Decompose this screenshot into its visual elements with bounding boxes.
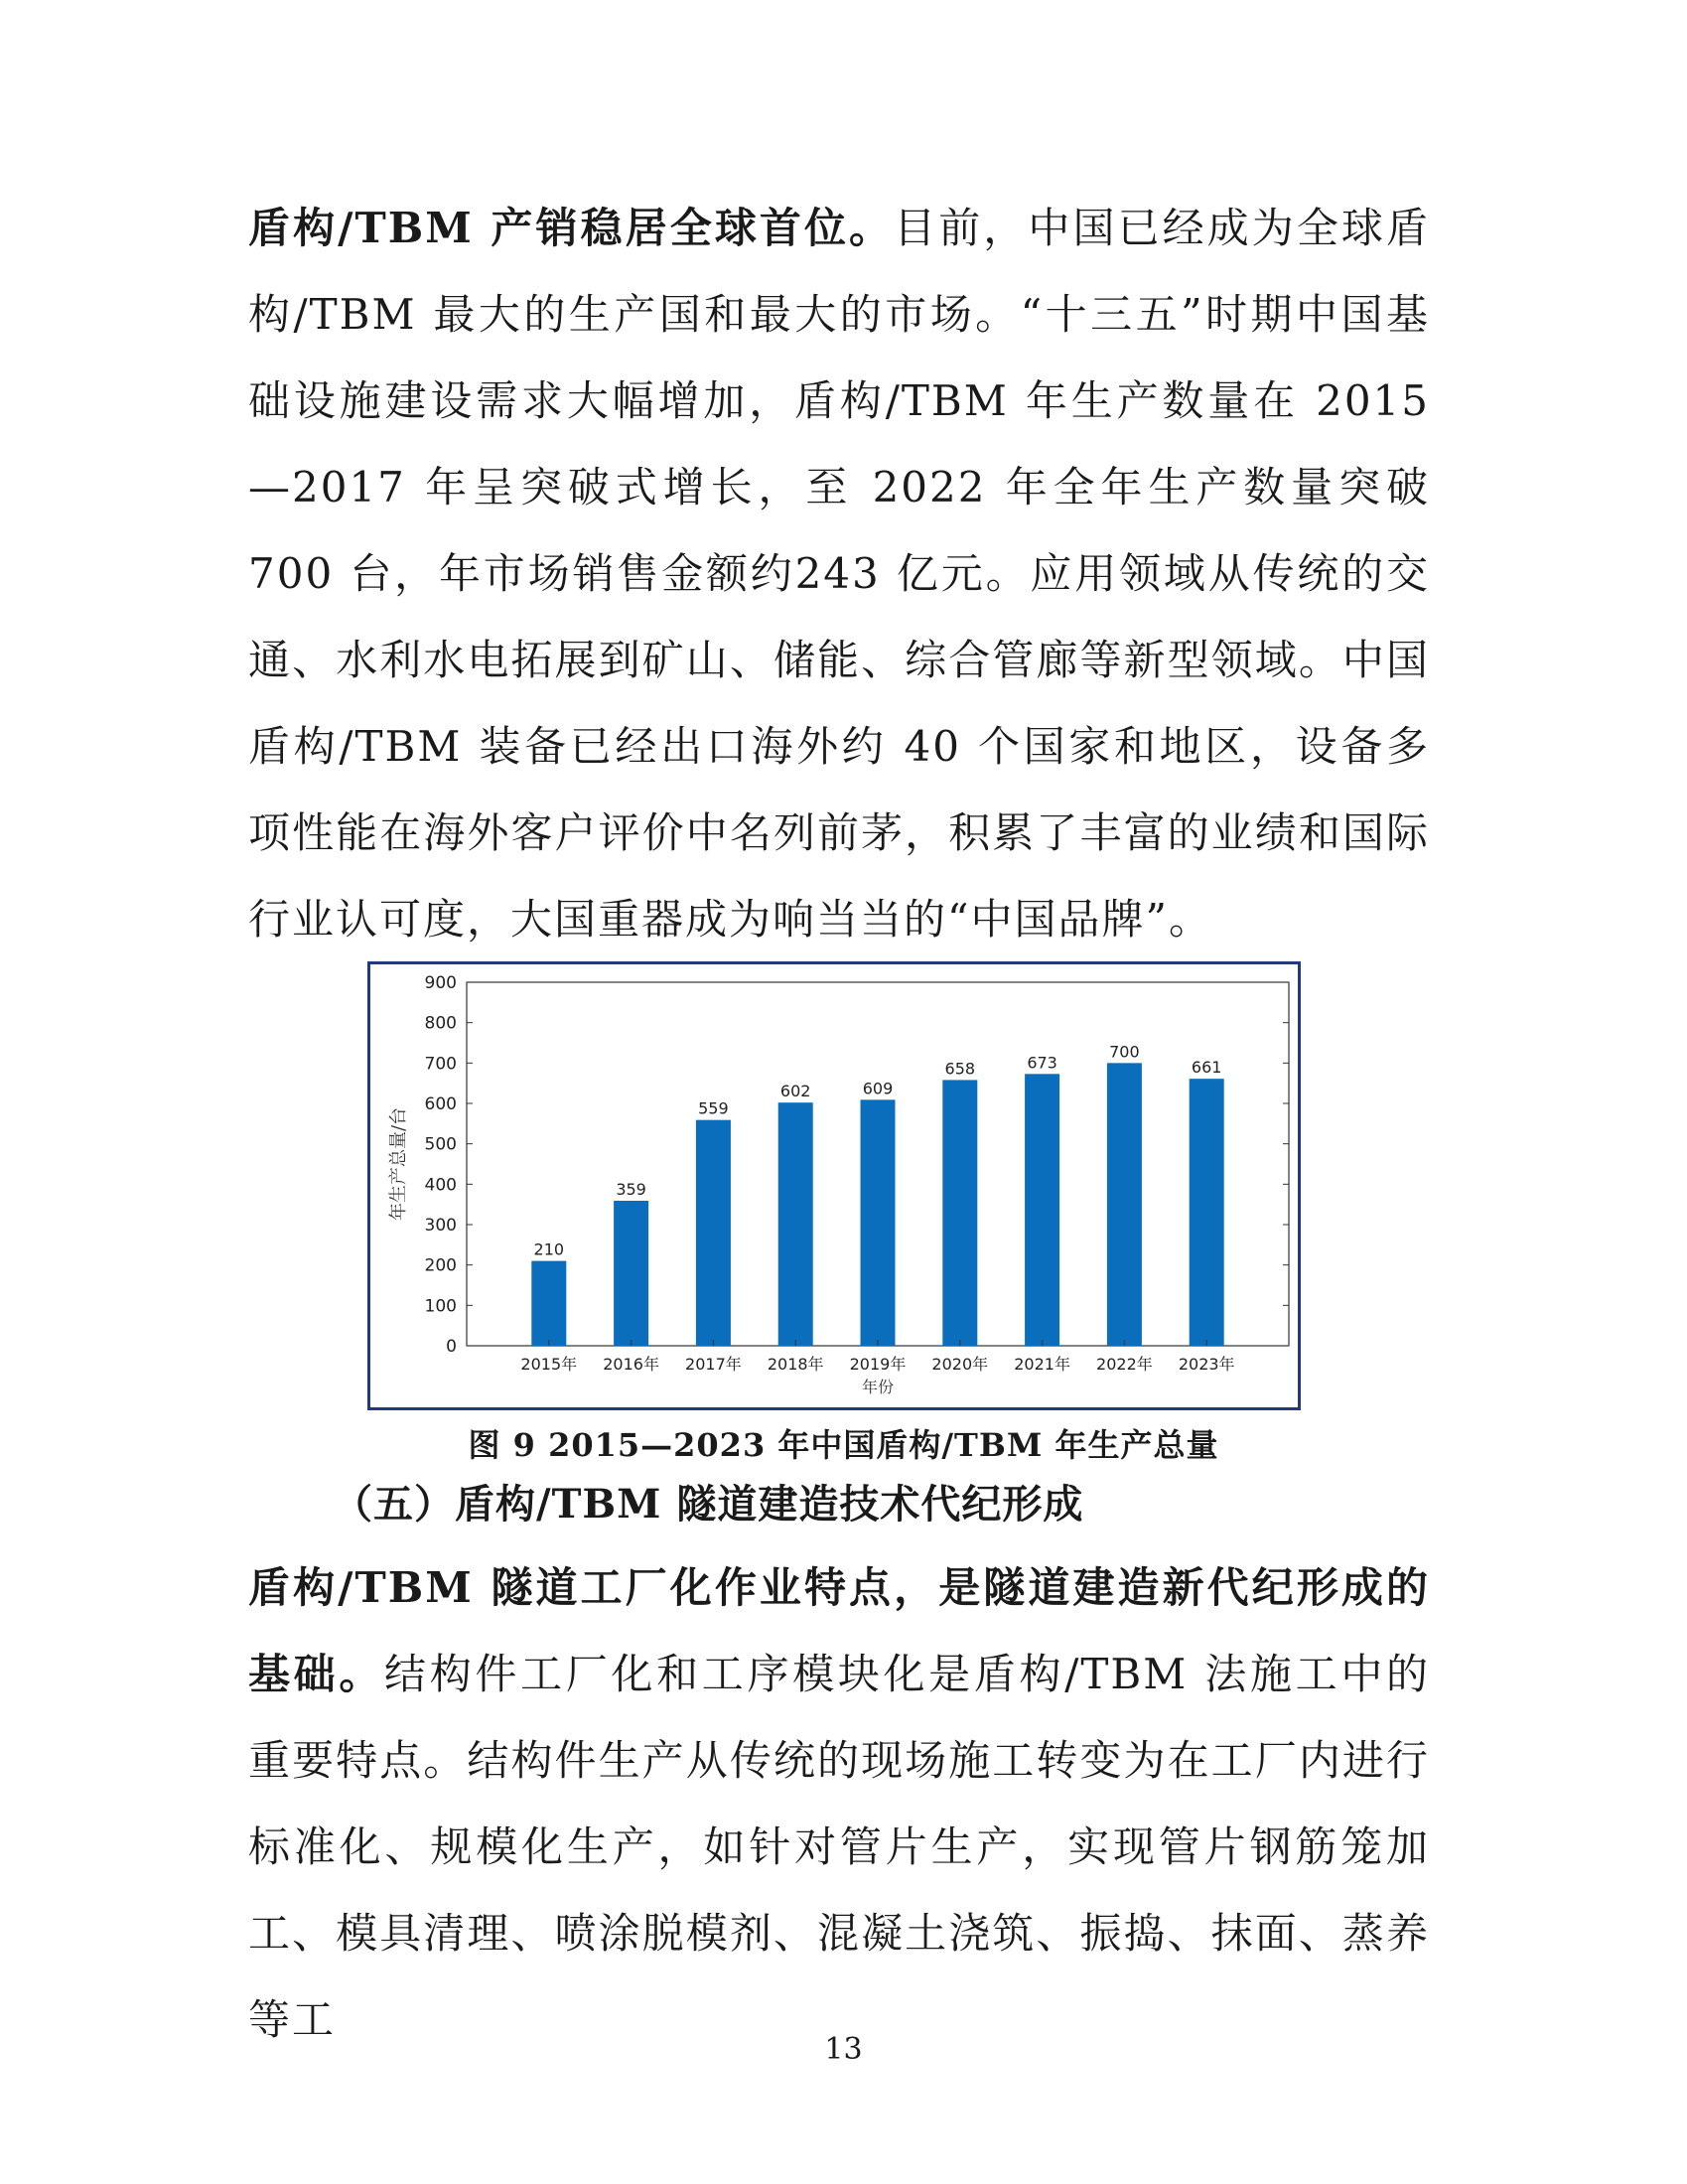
bar-data-label: 210	[533, 1239, 565, 1259]
page-number: 13	[824, 2032, 863, 2067]
x-axis-label: 年份	[861, 1378, 895, 1396]
bar-data-label: 673	[1027, 1053, 1057, 1073]
bar	[861, 1099, 896, 1346]
paragraph-lead: 盾构/TBM 隧道工厂化作业特点，是隧道建造新代纪形成的基础。	[248, 1563, 1430, 1698]
bar-data-label: 602	[779, 1082, 811, 1101]
bar-data-label: 559	[698, 1098, 729, 1118]
y-tick-label: 700	[424, 1054, 457, 1075]
x-tick-label: 2020年	[931, 1355, 989, 1374]
x-tick-label: 2015年	[520, 1355, 578, 1374]
x-tick-label: 2023年	[1178, 1355, 1235, 1374]
x-tick-label: 2019年	[849, 1355, 907, 1374]
y-tick-label: 100	[424, 1296, 457, 1317]
y-tick-label: 0	[446, 1337, 457, 1357]
paragraph-tbm-production	[248, 185, 1430, 962]
paragraph-lead: 盾构/TBM 产销稳居全球首位。	[248, 204, 895, 252]
bar	[1107, 1063, 1142, 1346]
y-tick-label: 900	[424, 973, 457, 993]
paragraph-body: 结构件工厂化和工序模块化是盾构/TBM 法施工中的重要特点。结构件生产从传统的现场施工转变为在工厂内进行标准化、规模化生产，如针对管片生产，实现管片钢筋笼加工、模具清理、喷涂脱模剂、混凝土浇筑、振捣、抹面、蒸养等工	[248, 1650, 1430, 2044]
bar-chart-frame	[367, 961, 1301, 1410]
y-tick-label: 200	[424, 1255, 457, 1276]
y-tick-label: 800	[424, 1013, 457, 1034]
bar	[778, 1102, 813, 1346]
figure-caption: 图 9 2015—2023 年中国盾构/TBM 年生产总量	[468, 1426, 1219, 1464]
bar-data-label: 700	[1109, 1042, 1140, 1062]
x-tick-label: 2016年	[603, 1355, 659, 1374]
x-tick-label: 2022年	[1096, 1355, 1153, 1374]
x-tick-label: 2017年	[685, 1355, 742, 1374]
paragraph-tunnel-factory	[248, 1544, 1430, 2063]
paragraph-body: 目前，中国已经成为全球盾构/TBM 最大的生产国和最大的市场。“十三五”时期中国基础设施建设需求大幅增加，盾构/TBM 年生产数量在 2015—2017 年呈突破式增长，至 2022 年全年生产数量突破 700 台，年市场销售金额约243 亿元。应用领域从传统的交通、水利水电拓展到矿山、储能、综合管廊等新型领域。中国盾构/TBM 装备已经出口海外约 40 个国家和地区，设备多项性能在海外客户评价中名列前茅，积累了丰富的业绩和国际行业认可度，大国重器成为响当当的“中国品牌”。	[248, 204, 1430, 944]
y-tick-label: 300	[424, 1216, 457, 1236]
y-tick-label: 600	[424, 1094, 457, 1114]
y-axis-label: 年生产总量/台	[388, 1106, 409, 1222]
bar	[531, 1261, 566, 1346]
bar-data-label: 661	[1191, 1058, 1222, 1078]
bar-data-label: 359	[616, 1180, 646, 1200]
bar-data-label: 609	[862, 1079, 894, 1098]
bar	[696, 1120, 731, 1346]
x-tick-label: 2018年	[767, 1355, 824, 1374]
section-heading: （五）盾构/TBM 隧道建造技术代纪形成	[333, 1481, 1084, 1528]
x-tick-label: 2021年	[1014, 1355, 1070, 1374]
bar	[1190, 1079, 1224, 1346]
bar	[614, 1201, 648, 1346]
bar-data-label: 658	[944, 1059, 976, 1079]
bar	[1025, 1074, 1059, 1346]
y-tick-label: 500	[424, 1134, 457, 1155]
bar-chart	[370, 964, 1298, 1407]
y-tick-label: 400	[424, 1175, 457, 1196]
bar	[942, 1080, 977, 1346]
